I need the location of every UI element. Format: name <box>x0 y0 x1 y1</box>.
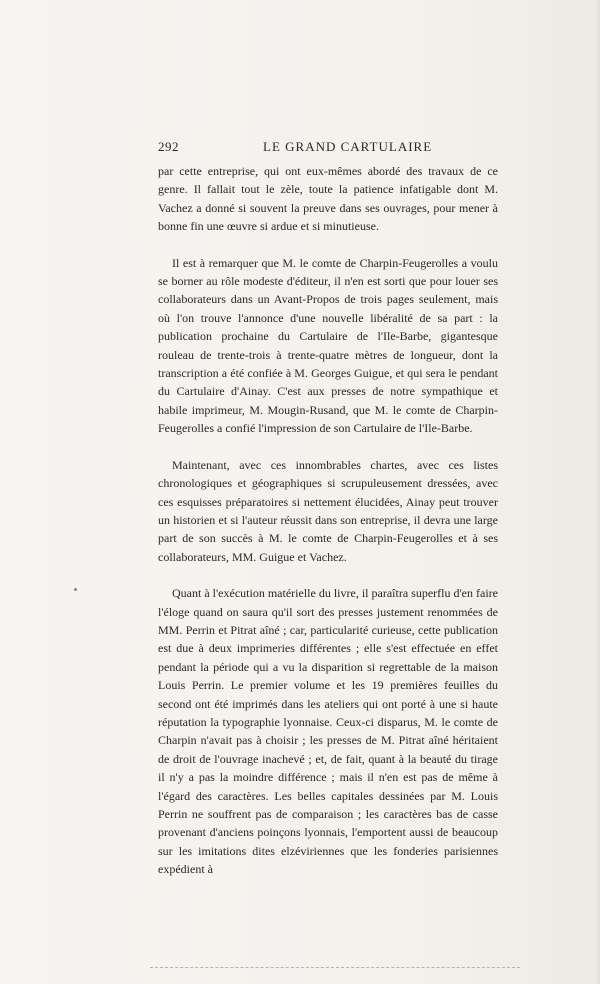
paragraph-chartes: Maintenant, avec ces innombrables chartes, avec ces listes chronologiques et géographiques si scrupuleusement dressées, avec ces esquisses préparatoires si nettement élucidées, Ainay peut trouver un historien et si l'auteur réussit dans son entreprise, il devra une large part de son succès à M. le comte de Charpin-Feugerolles et à ses collaborateurs, MM. Guigue et Vachez. <box>158 457 498 564</box>
bottom-edge-mark <box>150 967 520 968</box>
margin-speck <box>74 588 77 591</box>
running-title: LE GRAND CARTULAIRE <box>263 139 433 154</box>
paragraph-printing: Quant à l'exécution matérielle du livre, il paraîtra superflu d'en faire l'éloge quand on saura qu'il sort des presses justement renommées de MM. Perrin et Pitrat aîné ; car, particularité curieuse, cette publication est due à deux imprimeries différentes ; elle s'est effectuée en effet pendant la période qui a vu la disparition si regrettable de la maison Louis Perrin. Le premier volume et les 19 premières feuilles du second ont été imprimés dans les ateliers qui ont porté à une si haute réputation la typographie lyonnaise. Ceux-ci disparus, M. le comte de Charpin n'avait pas à choisir ; les presses de M. Pitrat aîné héritaient de droit de l'ouvrage inachevé ; et, de fait, quant à la beauté du tirage il n'y a pas la moindre différence ; mais il n'en est pas de même à l'égard des caractères. Les belles capitales dessinées par M. Louis Perrin ne souffrent pas de comparaison ; les caractères bas de casse provenant d'anciens poinçons lyonnais, l'emportent aussi de beaucoup sur les imitations dites elzéviriennes que les fonderies parisiennes expédient à <box>158 586 498 877</box>
page-number: 292 <box>158 139 179 154</box>
page-edge-shadow <box>594 0 600 984</box>
paragraph-editor-role: Il est à remarquer que M. le comte de Charpin-Feugerolles a voulu se borner au rôle modeste d'éditeur, il n'en est sorti que pour louer ses collaborateurs dans un Avant-Propos de trois pages seulement, mais où l'on trouve l'annonce d'une nouvelle libéralité de sa part : la publication prochaine du Cartulaire de l'Ile-Barbe, gigantesque rouleau de trente-trois à trente-quatre mètres de longueur, dont la transcription a été confiée à M. Georges Guigue, et qui sera le pendant du Cartulaire d'Ainay. C'est aux presses de notre sympathique et habile imprimeur, M. Mougin-Rusand, que M. le comte de Charpin-Feugerolles a confié l'impression de son Cartulaire de l'Ile-Barbe. <box>158 255 498 436</box>
paragraph-continuation: par cette entreprise, qui ont eux-mêmes abordé des travaux de ce genre. Il fallait tout le zèle, toute la patience infatigable dont M. Vachez a donné si souvent la preuve dans ses ouvrages, pour mener à bonne fin une œuvre si ardue et si minutieuse. <box>158 164 498 234</box>
body-text <box>158 162 498 879</box>
running-header <box>158 139 498 157</box>
